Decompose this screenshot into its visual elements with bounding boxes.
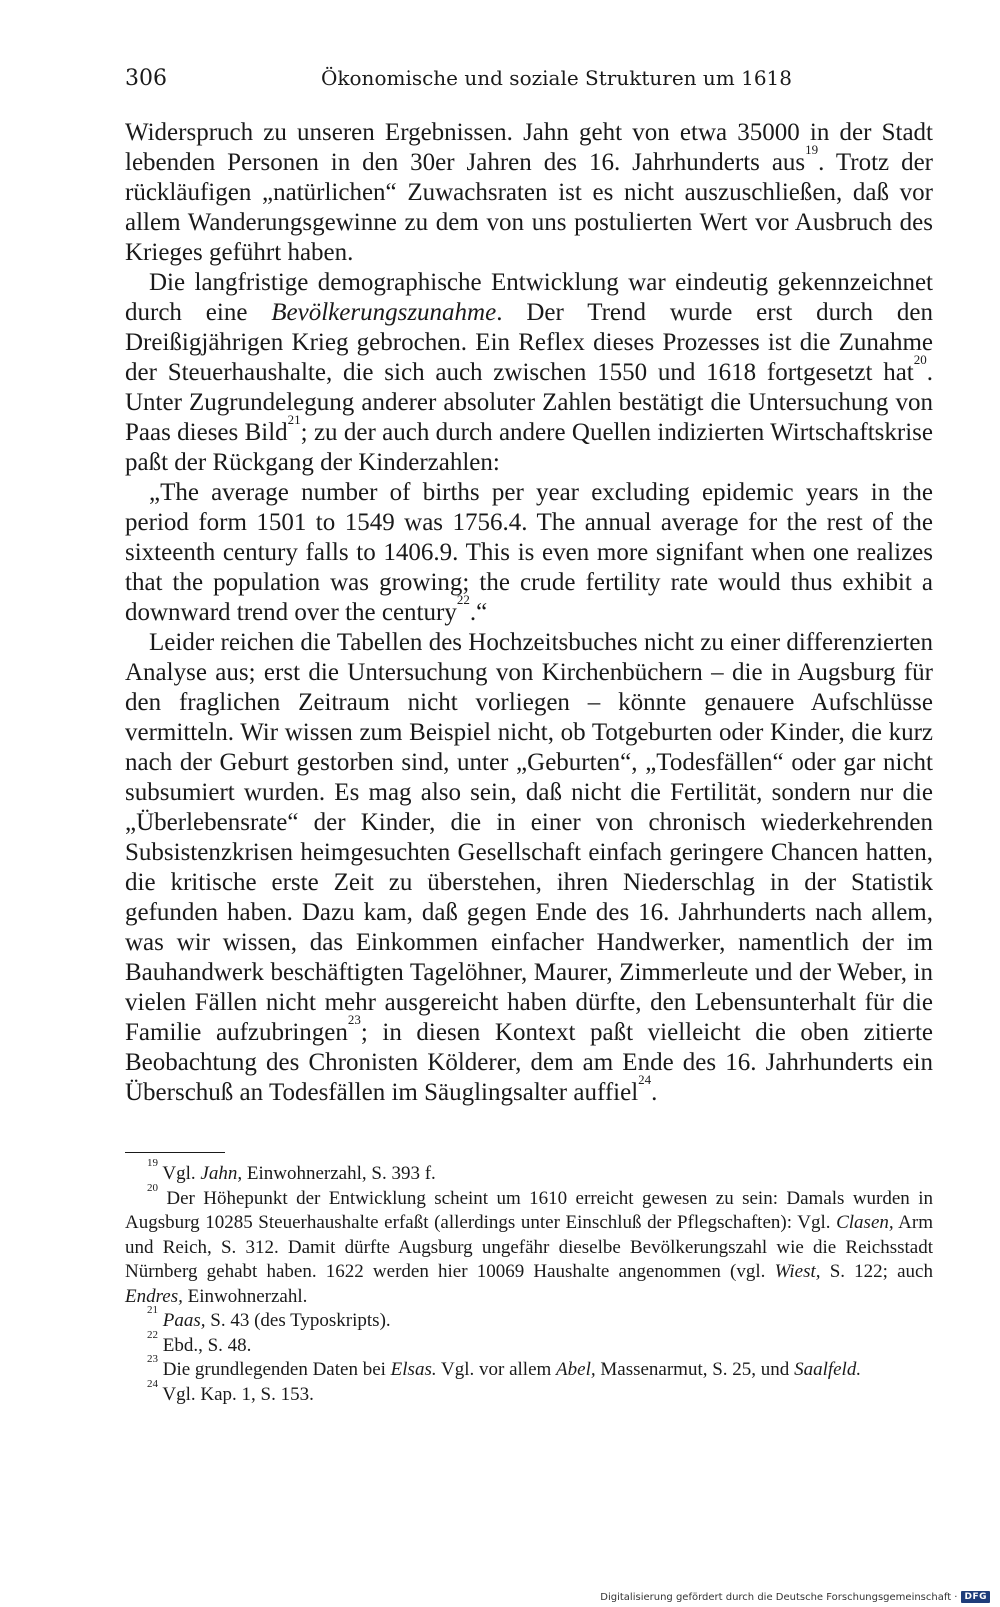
text-run: ; zu der auch durch andere Quellen indizierten Wirtschaftskrise paßt der Rückgang der Kinderzahlen: [125, 419, 933, 476]
text-run: Leider reichen die Tabellen des Hochzeitsbuches nicht zu einer differenzierten Analyse aus; erst die Untersuchung von Kirchenbüchern – die in Augsburg für den fraglichen Zeitraum nicht vorliegen – könnte genauere Aufschlüsse vermitteln. Wir wissen zum Beispiel nicht, ob Totgeburten oder Kinder, die kurz nach der Geburt gestorben sind, unter „Geburten“, „Todesfällen“ oder gar nicht subsumiert wurden. Es mag also sein, daß nicht die Fertilität, sondern nur die „Überlebensrate“ der Kinder, die in einer von chronisch wiederkehrenden Subsistenzkrisen heimgesuchten Gesellschaft einfach geringere Chancen hatten, die kritische erste Zeit zu überstehen, ihren Niederschlag in der Statistik gefunden haben. Dazu kam, daß gegen Ende des 16. Jahrhunderts nach allem, was wir wissen, das Einkommen einfacher Handwerker, namentlich der im Bauhandwerk beschäftigten Tagelöhner, Maurer, Zimmerleute und der Weber, in vielen Fällen nicht mehr ausgereicht haben dürfte, den Lebensunterhalt für die Familie aufzubringen [125, 629, 933, 1046]
italic-text: Elsas. [390, 1359, 437, 1380]
footnote [125, 1377, 933, 1408]
italic-text: Wiest, [774, 1261, 821, 1282]
footnote-reference: 22 [147, 1328, 158, 1341]
text-run: Einwohnerzahl. [182, 1285, 308, 1307]
text-run: Die grundlegenden Daten bei [158, 1359, 391, 1380]
text-run: Einwohnerzahl, S. 393 f. [242, 1163, 436, 1184]
footnote [125, 1157, 933, 1187]
italic-text: Clasen, [836, 1212, 894, 1233]
footnote-reference: 21 [287, 412, 301, 427]
text-run: S. 43 (des Typoskripts). [205, 1310, 391, 1331]
italic-text: Paas, [162, 1310, 206, 1331]
text-run: Vgl. vor allem [436, 1359, 557, 1380]
text-run: ; in diesen Kontext paßt vielleicht die oben zitierte Beobachtung des Chronisten Kölderer, dem am Ende des 16. Jahrhunderts ein Überschuß an Todesfällen im Säuglingsalter auffiel [125, 1019, 933, 1106]
text-run: .“ [469, 599, 488, 626]
italic-text: Endres, [125, 1285, 183, 1307]
page-header [125, 62, 933, 96]
text-run: Massenarmut, S. 25, und [595, 1359, 795, 1380]
footnote-reference: 20 [913, 352, 927, 367]
italic-text: Saalfeld. [794, 1359, 862, 1380]
paragraph [125, 118, 933, 268]
italic-text: Bevölkerungszunahme [271, 299, 497, 326]
footnote-reference: 22 [456, 592, 470, 607]
footnote [125, 1328, 933, 1359]
paragraph [125, 268, 933, 478]
footnote-reference: 23 [147, 1353, 158, 1365]
footnote [125, 1181, 933, 1310]
text-run: Die langfristige demographische Entwicklung war eindeutig gekennzeichnet durch eine [125, 269, 933, 326]
footnotes [125, 1157, 933, 1407]
text-run: . Der Trend wurde erst durch den Dreißigjährigen Krieg gebrochen. Ein Reflex dieses Prozesses ist die Zunahme der Steuerhaushalte, die sich auch zwischen 1550 und 1618 fortgesetzt hat [125, 299, 933, 386]
text-run: . [651, 1079, 658, 1106]
footnote-reference: 24 [147, 1377, 158, 1390]
italic-text: Jahn, [200, 1163, 243, 1184]
text-run: Widerspruch zu unseren Ergebnissen. Jahn geht von etwa 35000 in der Stadt lebenden Personen in den 30er Jahren des 16. Jahrhunderts aus [125, 119, 933, 176]
italic-text: Abel, [556, 1359, 596, 1380]
text-run: Vgl. Kap. 1, S. 153. [158, 1383, 314, 1405]
footnote [125, 1304, 933, 1334]
page-number: 306 [125, 66, 167, 91]
text-run: . Trotz der rückläufigen „natürlichen“ Zuwachsraten ist es nicht auszuschließen, daß vor allem Wanderungsgewinne zu dem von uns postulierten Wert vor Ausbruch des Krieges geführt haben. [125, 149, 934, 266]
digitization-credit [600, 1591, 990, 1603]
footnote [125, 1353, 933, 1383]
text-run: Ebd., S. 48. [158, 1334, 252, 1356]
text-run: . Unter Zugrundelegung anderer absoluter Zahlen bestätigt die Untersuchung von Paas dieses Bild [125, 359, 933, 446]
footnote-reference: 19 [147, 1157, 158, 1169]
text-run: „The average number of births per year excluding epidemic years in the period form 1501 to 1549 was 1756.4. The annual average for the rest of the sixteenth century falls to 1406.9. This is even more signifant when one realizes that the population was growing; the crude fertility rate would thus exhibit a downward trend over the century [125, 479, 933, 626]
text-run: Vgl. [158, 1163, 201, 1184]
paragraph [125, 628, 933, 1108]
footnote-divider [125, 1152, 225, 1153]
footnote-reference: 20 [147, 1181, 158, 1194]
text-run: S. 122; auch [820, 1261, 933, 1282]
footnote-reference: 19 [805, 142, 819, 157]
running-title: Ökonomische und soziale Strukturen um 1618 [321, 66, 793, 90]
credit-text: Digitalisierung gefördert durch die Deutsche Forschungsgemeinschaft · [600, 1591, 958, 1603]
body-text [125, 118, 933, 1108]
block-quote [125, 478, 933, 628]
text-run: Arm und Reich, S. 312. Damit dürfte Augsburg ungefähr dieselbe Bevölkerungszahl wie die Reichsstadt Nürnberg gehabt haben. 1622 werden hier 10069 Haushalte angenommen (vgl. [125, 1212, 933, 1282]
footnote-reference: 23 [347, 1012, 361, 1027]
footnote-reference: 24 [638, 1072, 652, 1087]
text-run: Der Höhepunkt der Entwicklung scheint um 1610 erreicht gewesen zu sein: Damals wurden in Augsburg 10285 Steuerhaushalte erfaßt (allerdings unter Einschluß der Pflegschaften): Vgl. [125, 1187, 933, 1233]
dfg-logo: DFG [961, 1591, 990, 1603]
footnote-reference: 21 [147, 1304, 158, 1316]
